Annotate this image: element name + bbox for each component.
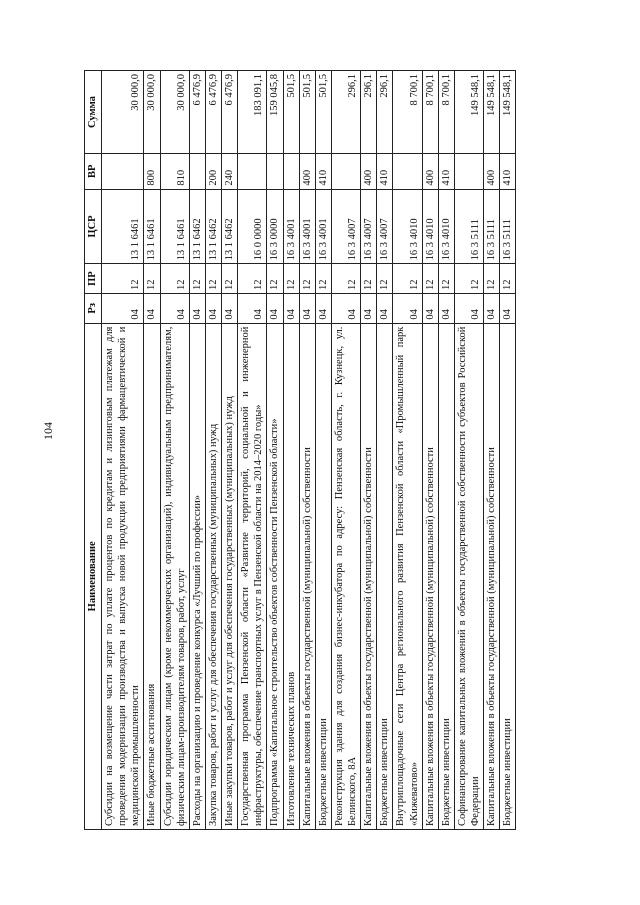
cell-csr: 16 0 0000 — [238, 189, 267, 264]
cell-csr: 16 3 5111 — [484, 189, 500, 264]
header-vr: ВР — [85, 154, 102, 190]
cell-rz: 04 — [331, 293, 360, 323]
cell-sum: 149 548,1 — [454, 71, 483, 154]
cell-vr: 410 — [500, 154, 516, 190]
table-row — [315, 71, 331, 830]
cell-rz: 04 — [299, 293, 315, 323]
page-number: 104 — [41, 422, 55, 440]
cell-csr: 13 1 6462 — [189, 189, 205, 264]
cell-name: Изготовление технических планов — [283, 323, 299, 829]
cell-rz: 04 — [422, 293, 438, 323]
cell-pr: 12 — [331, 264, 360, 294]
table-row — [331, 71, 360, 830]
cell-pr: 12 — [205, 264, 221, 294]
table-row — [267, 71, 283, 830]
cell-name: Закупка товаров, работ и услуг для обеспечения государственных (муниципальных) нужд — [205, 323, 221, 829]
cell-rz: 04 — [222, 293, 238, 323]
cell-rz: 04 — [500, 293, 516, 323]
cell-name: Бюджетные инвестиции — [438, 323, 454, 829]
cell-pr: 12 — [393, 264, 422, 294]
cell-name: Подпрограмма «Капитальное строительство объектов собственности Пензенской области» — [267, 323, 283, 829]
cell-vr — [331, 154, 360, 190]
cell-sum: 30 000,0 — [102, 71, 144, 154]
cell-sum: 296,1 — [331, 71, 360, 154]
cell-vr — [189, 154, 205, 190]
cell-pr: 12 — [189, 264, 205, 294]
cell-sum: 501,5 — [299, 71, 315, 154]
cell-vr: 400 — [299, 154, 315, 190]
cell-name: Иные бюджетные ассигнования — [144, 323, 160, 829]
cell-rz: 04 — [189, 293, 205, 323]
cell-sum: 501,5 — [315, 71, 331, 154]
cell-name: Капитальные вложения в объекты государственной (муниципальной) собственности — [422, 323, 438, 829]
table-row — [189, 71, 205, 830]
cell-name: Капитальные вложения в объекты государственной (муниципальной) собственности — [484, 323, 500, 829]
cell-csr: 16 3 4010 — [438, 189, 454, 264]
cell-name: Капитальные вложения в объекты государственной (муниципальной) собственности — [299, 323, 315, 829]
cell-pr: 12 — [438, 264, 454, 294]
cell-name: Субсидии на возмещение части затрат по уплате процентов по кредитам и лизинговым платежам для проведения модернизации производства и выпуска новой продукции предприятиями фармацевтической и медицинской промышленности — [102, 323, 144, 829]
cell-pr: 12 — [102, 264, 144, 294]
cell-csr: 16 3 5111 — [500, 189, 516, 264]
cell-name: Бюджетные инвестиции — [377, 323, 393, 829]
budget-table-container — [84, 70, 516, 830]
cell-name: Капитальные вложения в объекты государственной (муниципальной) собственности — [361, 323, 377, 829]
cell-vr: 410 — [438, 154, 454, 190]
cell-pr: 12 — [222, 264, 238, 294]
cell-pr: 12 — [377, 264, 393, 294]
table-row — [422, 71, 438, 830]
cell-sum: 149 548,1 — [500, 71, 516, 154]
table-row — [160, 71, 189, 830]
header-csr: ЦСР — [85, 189, 102, 264]
cell-sum: 6 476,9 — [189, 71, 205, 154]
cell-csr: 16 3 4007 — [331, 189, 360, 264]
cell-sum: 6 476,9 — [222, 71, 238, 154]
cell-name: Бюджетные инвестиции — [500, 323, 516, 829]
cell-name: Расходы на организацию и проведение конкурса «Лучший по профессии» — [189, 323, 205, 829]
cell-vr — [102, 154, 144, 190]
cell-vr: 410 — [377, 154, 393, 190]
cell-sum: 8 700,1 — [393, 71, 422, 154]
table-row — [283, 71, 299, 830]
table-row — [238, 71, 267, 830]
cell-name: Субсидии юридическим лицам (кроме некоммерческих организаций), индивидуальным предпринимателям, физическим лицам-производителям товаров, работ, услуг — [160, 323, 189, 829]
cell-sum: 8 700,1 — [438, 71, 454, 154]
table-row — [454, 71, 483, 830]
cell-rz: 04 — [205, 293, 221, 323]
cell-csr: 16 3 4001 — [299, 189, 315, 264]
cell-rz: 04 — [144, 293, 160, 323]
cell-name: Бюджетные инвестиции — [315, 323, 331, 829]
cell-rz: 04 — [283, 293, 299, 323]
cell-rz: 04 — [393, 293, 422, 323]
table-row — [102, 71, 144, 830]
table-row — [377, 71, 393, 830]
cell-csr: 13 1 6461 — [160, 189, 189, 264]
cell-vr — [393, 154, 422, 190]
cell-csr: 16 3 4010 — [422, 189, 438, 264]
table-row — [205, 71, 221, 830]
cell-pr: 12 — [299, 264, 315, 294]
cell-pr: 12 — [283, 264, 299, 294]
cell-rz: 04 — [238, 293, 267, 323]
cell-pr: 12 — [361, 264, 377, 294]
cell-csr: 16 3 5111 — [454, 189, 483, 264]
cell-rz: 04 — [438, 293, 454, 323]
header-sum: Сумма — [85, 71, 102, 154]
cell-rz: 04 — [361, 293, 377, 323]
cell-sum: 296,1 — [361, 71, 377, 154]
cell-name: Софинансирование капитальных вложений в объекты государственной собственности субъектов Российской Федерации — [454, 323, 483, 829]
cell-vr: 410 — [315, 154, 331, 190]
cell-vr: 400 — [361, 154, 377, 190]
table-row — [361, 71, 377, 830]
cell-vr: 400 — [422, 154, 438, 190]
cell-pr: 12 — [454, 264, 483, 294]
cell-csr: 16 3 4007 — [377, 189, 393, 264]
cell-rz: 04 — [315, 293, 331, 323]
cell-name: Внутриплощадочные сети Центра регионального развития Пензенской области «Промышленный парк «Кижеватово» — [393, 323, 422, 829]
cell-csr: 16 3 4007 — [361, 189, 377, 264]
cell-vr — [454, 154, 483, 190]
cell-csr: 13 1 6462 — [205, 189, 221, 264]
table-row — [438, 71, 454, 830]
cell-rz: 04 — [267, 293, 283, 323]
cell-pr: 12 — [315, 264, 331, 294]
cell-sum: 8 700,1 — [422, 71, 438, 154]
cell-pr: 12 — [144, 264, 160, 294]
header-name: Наименование — [85, 323, 102, 829]
table-row — [299, 71, 315, 830]
cell-vr: 400 — [484, 154, 500, 190]
cell-csr: 16 3 4001 — [283, 189, 299, 264]
cell-rz: 04 — [484, 293, 500, 323]
cell-rz: 04 — [160, 293, 189, 323]
table-row — [144, 71, 160, 830]
cell-csr: 16 3 0000 — [267, 189, 283, 264]
cell-sum: 296,1 — [377, 71, 393, 154]
cell-pr: 12 — [267, 264, 283, 294]
cell-name: Реконструкция здания для создания бизнес-инкубатора по адресу: Пензенская область, г. Кузнецк, ул. Белинского, 8А — [331, 323, 360, 829]
cell-vr: 800 — [144, 154, 160, 190]
table-header-row — [85, 71, 102, 830]
cell-pr: 12 — [422, 264, 438, 294]
table-row — [393, 71, 422, 830]
cell-sum: 149 548,1 — [484, 71, 500, 154]
cell-sum: 183 091,1 — [238, 71, 267, 154]
header-pr: ПР — [85, 264, 102, 294]
cell-csr: 16 3 4001 — [315, 189, 331, 264]
table-row — [222, 71, 238, 830]
cell-sum: 159 045,8 — [267, 71, 283, 154]
cell-vr: 810 — [160, 154, 189, 190]
cell-name: Иные закупки товаров, работ и услуг для обеспечения государственных (муниципальных) нужд — [222, 323, 238, 829]
cell-sum: 501,5 — [283, 71, 299, 154]
cell-pr: 12 — [160, 264, 189, 294]
cell-pr: 12 — [484, 264, 500, 294]
table-row — [500, 71, 516, 830]
cell-sum: 30 000,0 — [144, 71, 160, 154]
cell-csr: 13 1 6462 — [222, 189, 238, 264]
cell-rz: 04 — [377, 293, 393, 323]
budget-table — [84, 70, 516, 830]
cell-vr — [267, 154, 283, 190]
cell-vr — [283, 154, 299, 190]
cell-pr: 12 — [238, 264, 267, 294]
cell-csr: 16 3 4010 — [393, 189, 422, 264]
header-rz: Рз — [85, 293, 102, 323]
cell-name: Государственная программа Пензенской области «Развитие территорий, социальной и инженерной инфраструктуры, обеспечение транспортных услуг в Пензенской области на 2014–2020 годы» — [238, 323, 267, 829]
cell-csr: 13 1 6461 — [144, 189, 160, 264]
cell-sum: 6 476,9 — [205, 71, 221, 154]
cell-rz: 04 — [454, 293, 483, 323]
cell-csr: 13 1 6461 — [102, 189, 144, 264]
cell-pr: 12 — [500, 264, 516, 294]
table-row — [484, 71, 500, 830]
cell-vr — [238, 154, 267, 190]
table-body — [102, 71, 516, 830]
cell-vr: 240 — [222, 154, 238, 190]
cell-sum: 30 000,0 — [160, 71, 189, 154]
cell-rz: 04 — [102, 293, 144, 323]
cell-vr: 200 — [205, 154, 221, 190]
